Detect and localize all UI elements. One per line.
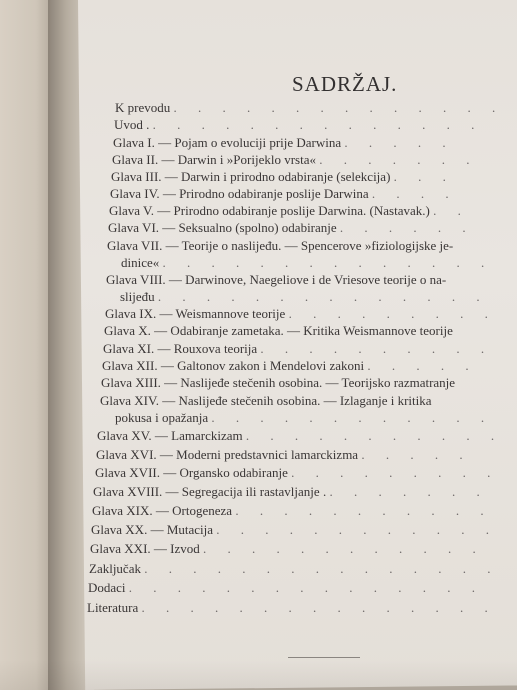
toc-entry	[101, 375, 455, 390]
toc-leader-dots: . . . . .	[361, 447, 472, 462]
toc-entry-text: K prevodu	[115, 100, 171, 115]
toc-entry	[105, 306, 497, 321]
toc-leader-dots: . . . .	[371, 186, 458, 201]
toc-entry-text: slijeđu	[120, 289, 155, 304]
toc-leader-dots: . . . . . . . . . . . . . . .	[141, 600, 497, 615]
toc-entry-text: Glava XIII. — Naslijeđe stečenih osobina. — Teorijsko razmatranje	[101, 375, 456, 390]
toc-entry	[112, 152, 478, 167]
toc-entry-text: Glava III. — Darwin i prirodno odabiranje (selekcija)	[111, 169, 391, 184]
toc-leader-dots: . . . . .	[367, 358, 478, 373]
page-title: SADRŽAJ.	[292, 72, 398, 96]
toc-entry-text: pokusa i opažanja	[115, 410, 209, 425]
toc-entry-text: Glava V. — Prirodno odabiranje poslije Darwina. (Nastavak.)	[109, 203, 430, 218]
toc-leader-dots: . . . . . . . . . . . . . .	[152, 117, 484, 132]
toc-leader-dots: . . . . . . . . . . . .	[203, 541, 485, 556]
toc-entry	[111, 169, 455, 184]
toc-leader-dots: . . . . . . . . .	[291, 465, 500, 480]
toc-leader-dots: . . . . . . . . . . . . . .	[173, 100, 505, 115]
toc-leader-dots: . . . . . . . . .	[288, 306, 497, 321]
toc-entry-text: Glava I. — Pojam o evoluciji prije Darwina	[113, 135, 342, 150]
toc-entry	[91, 522, 498, 537]
toc-entry	[110, 186, 458, 201]
toc-entry	[109, 203, 470, 218]
toc-entry-text: Glava XX. — Mutacija	[91, 522, 214, 537]
toc-leader-dots: . . .	[393, 169, 455, 184]
toc-entry-text: Glava X. — Odabiranje zametaka. — Kritika Weismannove teorije	[104, 323, 453, 338]
toc-entry-text: Zaključak	[89, 561, 141, 576]
page-shadow	[0, 660, 517, 690]
toc-leader-dots: . .	[433, 203, 470, 218]
toc-leader-dots: . . . . . . . . . . .	[245, 428, 504, 443]
toc-entry-text: Glava XVII. — Organsko odabiranje	[95, 465, 288, 480]
toc-entry-text: Glava XVIII. — Segregacija ili rastavljanje .	[93, 484, 327, 499]
page-divider	[288, 657, 360, 658]
toc-entry	[90, 541, 485, 556]
toc-leader-dots: . . . . . . . . . . . .	[216, 522, 499, 537]
toc-entry-text: Glava XXI. — Izvod	[90, 541, 200, 556]
toc-leader-dots: . . . . . . . . . . . . . .	[157, 289, 489, 304]
toc-entry	[88, 580, 484, 595]
toc-entry	[107, 238, 453, 253]
toc-entry	[100, 393, 432, 408]
toc-entry-text: Dodaci	[88, 580, 126, 595]
toc-entry	[87, 600, 497, 615]
toc-leader-dots: . . . . . . . . . .	[260, 341, 494, 356]
toc-entry	[114, 117, 483, 132]
toc-entry	[115, 100, 504, 115]
toc-entry-text: Glava VI. — Seksualno (spolno) odabiranje	[108, 220, 337, 235]
toc-entry	[89, 561, 499, 576]
toc-entry	[106, 272, 446, 287]
toc-entry-text: Glava IV. — Prirodno odabiranje poslije Darwina	[110, 186, 369, 201]
toc-entry-text: Glava XIX. — Ortogeneza	[92, 503, 233, 518]
toc-entry	[104, 323, 453, 338]
toc-entry-text: Glava II. — Darwin i »Porijeklo vrsta«	[112, 152, 316, 167]
toc-entry-text: Glava VIII. — Darwinove, Naegeliove i de Vriesove teorije o na-	[106, 272, 447, 287]
toc-leader-dots: . . . . . . .	[329, 484, 489, 499]
toc-entry-text: dinice«	[121, 255, 160, 270]
toc-leader-dots: . . . . . . . . . . . . . . .	[144, 561, 500, 576]
toc-entry	[108, 220, 475, 235]
toc-entry	[96, 447, 472, 462]
toc-leader-dots: . . . . . . . . . . .	[235, 503, 493, 518]
toc-leader-dots: . . . . . . .	[319, 152, 479, 167]
toc-leader-dots: . . . . . . . . . . . . . . .	[128, 580, 485, 595]
toc-entry-text: Glava XV. — Lamarckizam	[97, 428, 243, 443]
toc-entry-text: Glava IX. — Weismannove teorije	[105, 306, 286, 321]
toc-leader-dots: . . . . . . . . . . . .	[211, 410, 494, 425]
toc-entry-text: Glava XII. — Galtonov zakon i Mendelovi zakoni	[102, 358, 365, 373]
toc-entry	[102, 358, 478, 373]
toc-leader-dots: . . . . .	[344, 135, 455, 150]
toc-entry-text: Glava VII. — Teorije o naslijeđu. — Spencerove »fiziologijske je-	[107, 238, 454, 253]
toc-entry	[93, 484, 489, 499]
toc-entry-text: Glava XIV. — Naslijeđe stečenih osobina. — Izlaganje i kritika	[100, 393, 432, 408]
toc-entry	[115, 410, 493, 425]
toc-leader-dots: . . . . . .	[339, 220, 475, 235]
toc-entry	[95, 465, 499, 480]
toc-entry	[113, 135, 455, 150]
toc-entry	[92, 503, 493, 518]
toc-entry-text: Glava XI. — Rouxova teorija	[103, 341, 258, 356]
toc-entry-text: Literatura	[87, 600, 139, 615]
toc-entry-text: Glava XVI. — Moderni predstavnici lamarckizma	[96, 447, 359, 462]
toc-entry	[121, 255, 493, 270]
toc-entry-text: Uvod .	[114, 117, 150, 132]
toc-leader-dots: . . . . . . . . . . . . . .	[162, 255, 494, 270]
toc-entry	[97, 428, 503, 443]
toc-entry	[103, 341, 493, 356]
toc-entry	[120, 289, 489, 304]
